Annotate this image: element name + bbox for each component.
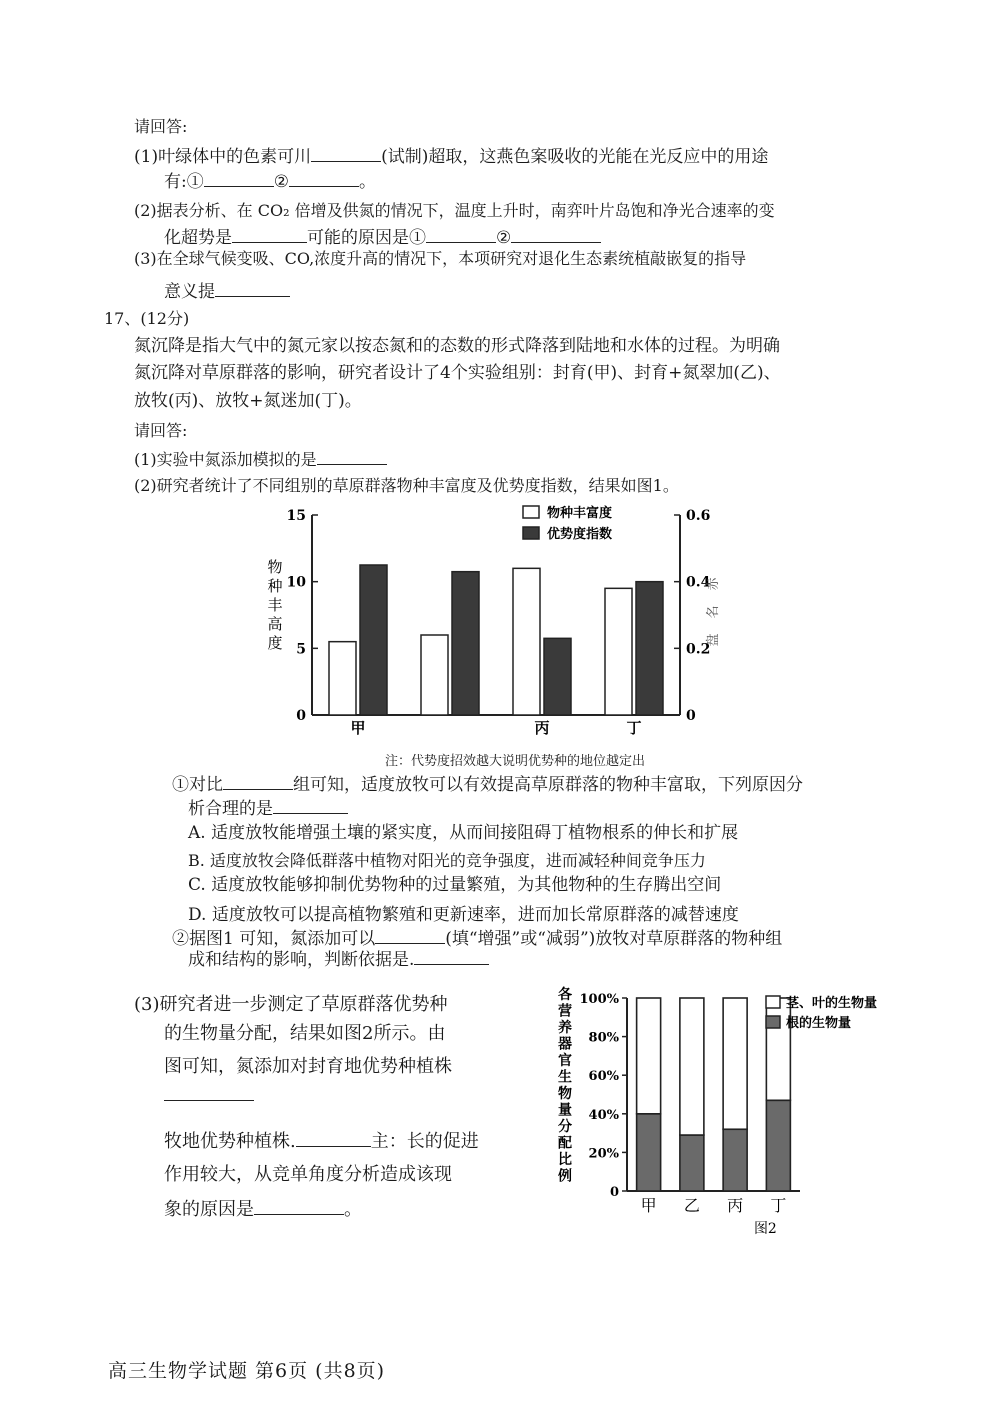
category-label: 丙: [534, 719, 550, 737]
q17-c1-text-a: ①对比: [172, 775, 223, 795]
tick-label: 0: [609, 1185, 619, 1200]
q16-item1-text-c: 有:①: [164, 172, 204, 192]
answer-blank[interactable]: [232, 226, 307, 243]
figure1-chart: [255, 500, 725, 745]
bar-richness: [513, 568, 540, 715]
q17-s3-line3: 图可知，氮添加对封育地优势种植株: [164, 1056, 452, 1077]
answer-blank[interactable]: [204, 170, 274, 187]
right-tick-label: 0: [686, 708, 696, 724]
bar-stem-leaf: [637, 998, 661, 1114]
left-tick-label: 15: [286, 508, 306, 524]
legend-label: 茎、叶的生物量: [786, 996, 878, 1011]
left-tick-label: 5: [296, 641, 306, 658]
q17-s3-text-e: 主：长的促进: [370, 1131, 479, 1152]
category-label: 丁: [626, 719, 642, 737]
y-axis-label-char: 各: [558, 987, 572, 1003]
y-axis-label-char: 生: [558, 1069, 572, 1086]
y-axis-label-char: 分: [558, 1119, 572, 1135]
bar-dominance: [636, 582, 663, 715]
option-d[interactable]: D. 适度放牧可以提高植物繁殖和更新速率，进而加长常原群落的减替速度: [188, 905, 739, 925]
q16-item2-text-b: 化超势是: [164, 228, 232, 248]
bar-stem-leaf: [766, 998, 790, 1100]
q16-item1-text-e: 。: [358, 172, 376, 192]
answer-blank[interactable]: [426, 226, 496, 243]
q17-sub1-text: (1)实验中氮添加模拟的是: [134, 450, 317, 469]
q17-c1-text-c: 析合理的是: [188, 799, 273, 819]
bar-root: [723, 1129, 747, 1191]
q16-item1-text-b: (试制)超取，这燕色案吸收的光能在光反应中的用途: [381, 147, 769, 167]
tick-label: 20%: [588, 1146, 619, 1162]
q17-sub1: [134, 448, 387, 471]
right-tick-label: 0.4: [686, 574, 711, 591]
answer-blank[interactable]: [164, 1084, 254, 1101]
y-axis-label-char: 度: [267, 634, 283, 652]
q16-item2-line1: (2)据表分析、在 CO₂ 倍增及供氮的情况下，温度上升时，南弈叶片岛饱和净光合速率的变: [134, 201, 775, 220]
q17-s3-line7: [164, 1198, 362, 1221]
q17-intro-line1: 氮沉降是指大气中的氮元家以按态氮和的态数的形式降落到陆地和水体的过程。为明确: [134, 336, 780, 356]
q17-prompt: 请回答:: [134, 421, 188, 440]
bar-dominance: [360, 565, 387, 715]
right-tick-label: 0.2: [686, 641, 711, 658]
right-tick-label: 0.6: [686, 508, 711, 524]
figure-caption: 图2: [753, 1221, 777, 1237]
y-axis-label-char: 物: [267, 558, 283, 576]
q17-c2-text-c: 成和结构的影响，判断依据是.: [188, 950, 415, 970]
y-axis-label-char: 官: [558, 1053, 572, 1069]
category-label: 甲: [640, 1196, 657, 1215]
q17-s3-line5: [164, 1130, 479, 1153]
y-axis-label-char: 比: [558, 1152, 572, 1168]
answer-blank[interactable]: [311, 145, 381, 162]
tick-label: 40%: [588, 1107, 619, 1123]
answer-blank[interactable]: [273, 797, 348, 814]
q17-s3-line6: 作用较大，从竞单角度分析造成该现: [164, 1164, 452, 1185]
category-label: 丁: [770, 1196, 787, 1215]
q16-item1-line2: [164, 170, 376, 193]
page-footer: 高三生物学试题 第6页 (共8页): [108, 1360, 386, 1382]
figure2-ylabel: [557, 986, 573, 1185]
q17-c2-line1: [172, 927, 782, 950]
legend-label: 优势度指数: [547, 527, 613, 542]
answer-blank[interactable]: [254, 1198, 344, 1215]
y-axis-label-char: 物: [558, 1086, 572, 1102]
bar-richness: [605, 588, 632, 715]
figure1-legend: [523, 505, 612, 542]
q17-s3-line1: (3)研究者进一步测定了草原群落优势种: [134, 994, 448, 1015]
tick-label: 60%: [588, 1069, 619, 1085]
q17-s3-line2: 的生物量分配，结果如图2所示。由: [164, 1023, 446, 1044]
bar-root: [766, 1100, 790, 1191]
q16-item1-text-d: ②: [273, 172, 289, 192]
q16-item3-line2: [164, 280, 290, 303]
bar-dominance: [452, 572, 479, 715]
bar-root: [680, 1135, 704, 1191]
y2-axis-label-char: 赤: [706, 577, 721, 591]
q17-c2-line2: [188, 948, 489, 971]
legend-label: 根的生物量: [786, 1016, 852, 1031]
y2-axis-label-char: 名: [706, 605, 721, 619]
y-axis-label-char: 种: [267, 577, 283, 595]
category-label: 甲: [350, 719, 366, 737]
q17-s3-text-d: 牧地优势种植株.: [164, 1131, 296, 1152]
figure2-chart: [530, 985, 900, 1250]
figure1-note: 注：代势度招效越大说明优势种的地位越定出: [385, 754, 646, 769]
q17-c1-line2: [188, 797, 348, 820]
bar-richness: [329, 642, 356, 715]
option-c[interactable]: C. 适度放牧能够抑制优势物种的过量繁殖，为其他物种的生存腾出空间: [188, 875, 722, 895]
answer-blank[interactable]: [375, 927, 445, 944]
tick-label: 80%: [588, 1030, 619, 1046]
bar-richness: [421, 635, 448, 715]
q16-item1-text-a: (1)叶绿体中的色素可川: [134, 147, 312, 167]
bar-dominance: [544, 638, 571, 715]
q16-item1-line1: [134, 145, 768, 168]
answer-blank[interactable]: [289, 170, 359, 187]
q17-s3-line4: [164, 1084, 254, 1107]
q16-item2-text-c: 可能的原因是①: [307, 228, 426, 248]
y-axis-label-char: 器: [558, 1036, 572, 1053]
q17-header: 17、(12分): [104, 309, 190, 328]
bar-stem-leaf: [723, 998, 747, 1129]
answer-blank[interactable]: [223, 773, 293, 790]
legend-swatch: [766, 1016, 780, 1028]
y-axis-label-char: 营: [558, 1003, 572, 1020]
y-axis-label-char: 养: [558, 1020, 572, 1036]
bar-stem-leaf: [680, 998, 704, 1135]
q16-item2-line2: [164, 226, 601, 249]
legend-swatch: [523, 527, 539, 539]
left-tick-label: 0: [296, 708, 306, 724]
answer-blank[interactable]: [296, 1130, 371, 1147]
bar-root: [637, 1114, 661, 1191]
figure1-bars: [329, 565, 663, 715]
answer-blank[interactable]: [414, 948, 489, 965]
answer-blank[interactable]: [215, 280, 290, 297]
q17-intro-line2: 氮沉降对草原群落的影响，研究者设计了4个实验组别：封育(甲)、封育+氮翠加(乙)、: [134, 363, 781, 383]
legend-swatch: [766, 996, 780, 1008]
q16-item3-line1: (3)在全球气候变吸、CO,浓度升高的情况下，本项研究对退化生态素统植敲嵌复的指导: [134, 249, 747, 268]
q17-sub2: (2)研究者统计了不同组别的草原群落物种丰富度及优势度指数，结果如图1。: [134, 476, 679, 495]
answer-blank[interactable]: [511, 226, 601, 243]
legend-label: 物种丰富度: [547, 506, 613, 521]
q16-item3-text-b: 意义提: [164, 282, 215, 302]
q17-c1-line1: [172, 773, 803, 796]
left-tick-label: 10: [286, 574, 306, 591]
answer-blank[interactable]: [317, 448, 387, 465]
q17-s3-text-h: 。: [344, 1199, 362, 1220]
y-axis-label-char: 高: [267, 615, 283, 633]
tick-label: 100%: [579, 992, 619, 1007]
option-a[interactable]: A. 适度放牧能增强土壤的紧实度，从而间接阻碍丁植物根系的伸长和扩展: [188, 823, 739, 843]
q17-s3-text-g: 象的原因是: [164, 1199, 254, 1220]
y2-axis-label-char: 盘: [706, 633, 721, 647]
category-label: 乙: [683, 1196, 700, 1215]
y-axis-label-char: 丰: [267, 596, 283, 614]
category-label: 丙: [727, 1196, 744, 1215]
y-axis-label-char: 例: [558, 1168, 572, 1185]
y-axis-label-char: 量: [558, 1102, 572, 1119]
q17-c2-text-a: ②据图1 可知，氮添加可以: [172, 929, 376, 949]
q17-c1-text-b: 组可知，适度放牧可以有效提高草原群落的物种丰富取，下列原因分: [293, 775, 803, 795]
option-b[interactable]: B. 适度放牧会降低群落中植物对阳光的竞争强度，进而减轻种间竞争压力: [188, 851, 706, 870]
q17-c2-text-b: (填“增强”或“减弱”)放牧对草原群落的物种组: [445, 929, 783, 949]
q17-intro-line3: 放牧(丙)、放牧+氮迷加(丁)。: [134, 391, 362, 411]
q16-item2-text-d: ②: [496, 228, 512, 248]
q16-prompt: 请回答:: [134, 117, 188, 136]
y-axis-label-char: 配: [558, 1135, 572, 1152]
legend-swatch: [523, 506, 539, 518]
